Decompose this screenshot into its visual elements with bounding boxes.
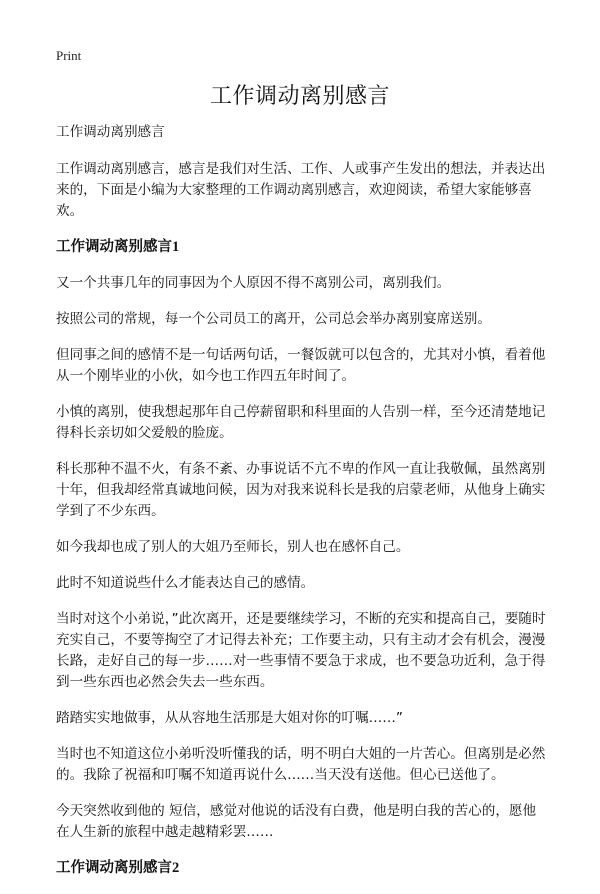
- paragraph: 又一个共事几年的同事因为个人原因不得不离别公司，离别我们。: [56, 275, 451, 291]
- paragraph: 当时对这个小弟说，”此次离开，还是要继续学习，不断的充实和提高自己，要随时充实自己，不要等掏空了才记得去补充；工作要主动，只有主动才会有机会，漫漫长路，走好自己的每一步……对一些事情不要急于求成，也不要急功近利，急于得到一些东西也必然会失去一些东西。: [56, 611, 546, 690]
- paragraph: 如今我却也成了别人的大姐乃至师长，别人也在感怀自己。: [56, 539, 410, 555]
- intro-paragraph: 工作调动离别感言，感言是我们对生活、工作、人或事产生发出的想法，并表达出来的，下面是小编为大家整理的工作调动离别感言，欢迎阅读，希望大家能够喜欢。: [56, 161, 546, 219]
- paragraph: 小慎的离别，使我想起那年自己停薪留职和科里面的人告别一样，至今还清楚地记得科长亲切如父爱般的脸庞。: [56, 404, 546, 441]
- paragraph: 但同事之间的感情不是一句话两句话，一餐饭就可以包含的，尤其对小慎，看着他从一个刚毕业的小伙，如今也工作四五年时间了。: [56, 347, 546, 384]
- paragraph: 踏踏实实地做事，从从容地生活那是大姐对你的叮嘱……”: [56, 710, 403, 726]
- paragraph: 按照公司的常规，每一个公司员工的离开，公司总会举办离别宴席送别。: [56, 311, 491, 327]
- page-title: 工作调动离别感言: [209, 84, 390, 109]
- paragraph: 此时不知道说些什么才能表达自己的感情。: [56, 575, 315, 591]
- section-heading-2: 工作调动离别感言2: [56, 860, 180, 876]
- article-subtitle: 工作调动离别感言: [56, 124, 165, 140]
- paragraph: 科长那种不温不火，有条不紊、办事说话不亢不卑的作风一直让我敬佩，虽然离别十年，但我却经常真诚地问候，因为对我来说科长是我的启蒙老师，从他身上确实学到了不少东西。: [56, 461, 546, 519]
- section-heading-1: 工作调动离别感言1: [56, 239, 180, 255]
- paragraph: 当时也不知道这位小弟听没听懂我的话，明不明白大姐的一片苦心。但离别是必然的。我除了祝福和叮嘱不知道再说什么……当天没有送他。但心已送他了。: [56, 746, 546, 783]
- paragraph: 今天突然收到他的 短信，感觉对他说的话没有白费，他是明白我的苦心的，愿他在人生新的旅程中越走越精彩罢……: [56, 803, 537, 840]
- article-body: [56, 122, 548, 894]
- print-link[interactable]: Print: [56, 48, 82, 63]
